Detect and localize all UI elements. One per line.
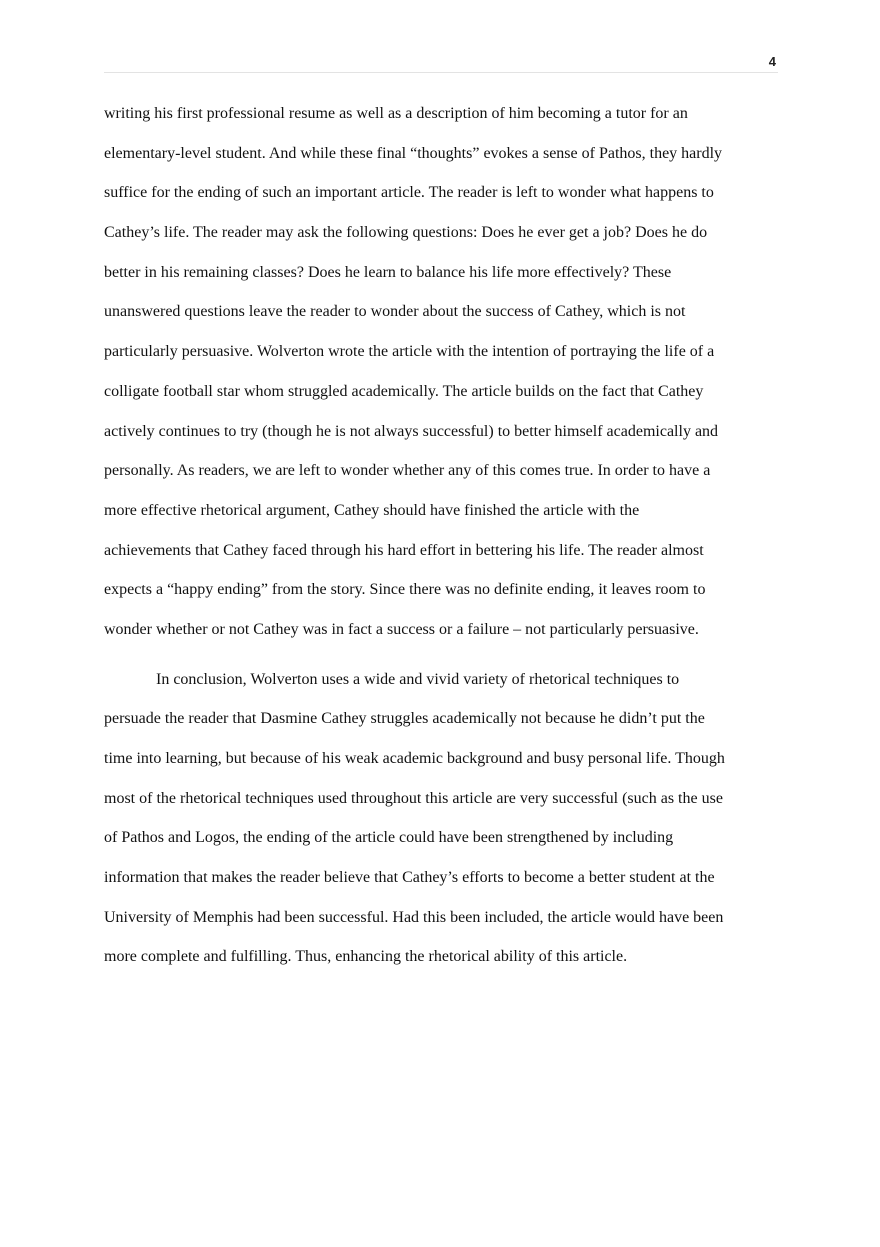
text-line: more complete and fulfilling. Thus, enhancing the rhetorical ability of this article. [104, 948, 628, 966]
text-line: elementary-level student. And while these final “thoughts” evokes a sense of Pathos, they hardly [104, 144, 723, 162]
header-divider [104, 72, 778, 73]
text-line: colligate football star whom struggled academically. The article builds on the fact that Cathey [104, 382, 704, 400]
paragraph-2 [104, 664, 784, 982]
text-line: more effective rhetorical argument, Cathey should have finished the article with the [104, 501, 640, 519]
text-line: better in his remaining classes? Does he learn to balance his life more effectively? These [104, 263, 672, 281]
text-line: of Pathos and Logos, the ending of the article could have been strengthened by including [104, 829, 674, 847]
text-line: actively continues to try (though he is not always successful) to better himself academically and [104, 422, 719, 440]
text-line: time into learning, but because of his weak academic background and busy personal life. Though [104, 750, 725, 767]
text-line: In conclusion, Wolverton uses a wide and vivid variety of rhetorical techniques to [156, 670, 680, 688]
text-line: achievements that Cathey faced through his hard effort in bettering his life. The reader almost [104, 541, 704, 559]
text-line: information that makes the reader believe that Cathey’s efforts to become a better student at the [104, 869, 715, 887]
page-number: 4 [768, 54, 776, 69]
text-line: persuade the reader that Dasmine Cathey struggles academically not because he didn’t put the [104, 710, 705, 728]
document-body [104, 98, 784, 981]
text-line: Cathey’s life. The reader may ask the following questions: Does he ever get a job? Does he do [104, 224, 708, 242]
paragraph-1 [104, 98, 784, 654]
text-line: personally. As readers, we are left to wonder whether any of this comes true. In order to have a [104, 462, 711, 480]
text-line: University of Memphis had been successful. Had this been included, the article would have been [104, 908, 724, 926]
text-line: suffice for the ending of such an important article. The reader is left to wonder what happens to [104, 184, 714, 202]
text-line: particularly persuasive. Wolverton wrote the article with the intention of portraying the life of a [104, 343, 715, 361]
text-line: wonder whether or not Cathey was in fact a success or a failure – not particularly persuasive. [104, 620, 699, 638]
text-line: expects a “happy ending” from the story. Since there was no definite ending, it leaves room to [104, 581, 706, 599]
text-line: unanswered questions leave the reader to wonder about the success of Cathey, which is not [104, 303, 686, 321]
text-line: most of the rhetorical techniques used throughout this article are very successful (such as the use [104, 789, 723, 807]
text-line: writing his first professional resume as well as a description of him becoming a tutor for an [104, 105, 688, 122]
